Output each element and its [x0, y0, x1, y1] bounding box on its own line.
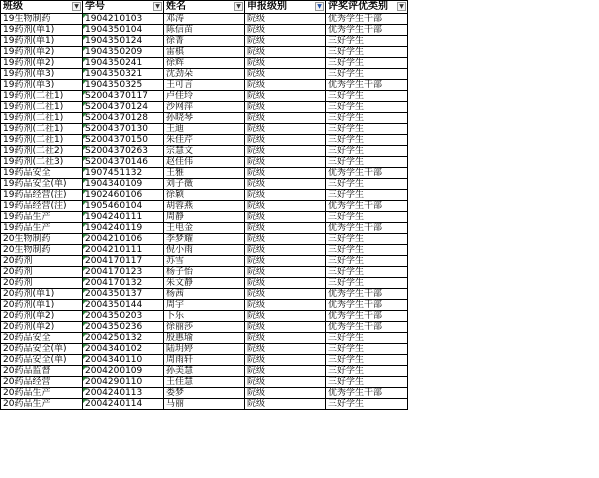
cell-student-id[interactable]: 1907451132	[83, 168, 164, 179]
header-award-category	[326, 1, 408, 14]
cell-award-category[interactable]: 三好学生	[326, 157, 408, 168]
cell-student-id[interactable]: 2004210111	[83, 245, 164, 256]
table-row	[1, 289, 408, 300]
cell-class[interactable]: 19药品安全	[1, 168, 83, 179]
cell-name[interactable]: 孙美慧	[164, 366, 245, 377]
table-row	[1, 146, 408, 157]
cell-name[interactable]: 马丽	[164, 399, 245, 410]
cell-class[interactable]: 19药剂(单2)	[1, 47, 83, 58]
cell-award-category[interactable]: 优秀学生干部	[326, 168, 408, 179]
table-row	[1, 168, 408, 179]
cell-class[interactable]: 19药剂(二社3)	[1, 157, 83, 168]
cell-name[interactable]: 徐丽莎	[164, 322, 245, 333]
cell-student-id[interactable]: S2004370128	[83, 113, 164, 124]
header-label: 班级	[3, 1, 23, 12]
cell-level[interactable]: 院级	[245, 124, 326, 135]
header-student-id	[83, 1, 164, 14]
table-row	[1, 157, 408, 168]
cell-class[interactable]: 19药剂(单1)	[1, 25, 83, 36]
table-row	[1, 333, 408, 344]
table-row	[1, 388, 408, 399]
cell-award-category[interactable]: 优秀学生干部	[326, 25, 408, 36]
cell-name[interactable]: 殷惠瑜	[164, 333, 245, 344]
cell-level[interactable]: 院级	[245, 311, 326, 322]
dropdown-arrow-icon[interactable]: ▼	[153, 2, 162, 11]
cell-level[interactable]: 院级	[245, 234, 326, 245]
cell-award-category[interactable]: 三好学生	[326, 91, 408, 102]
cell-student-id[interactable]: 2004170132	[83, 278, 164, 289]
cell-class[interactable]: 19药剂(二社1)	[1, 124, 83, 135]
cell-award-category[interactable]: 优秀学生干部	[326, 80, 408, 91]
cell-level[interactable]: 院级	[245, 157, 326, 168]
cell-level[interactable]: 院级	[245, 366, 326, 377]
cell-student-id[interactable]: 2004250132	[83, 333, 164, 344]
cell-student-id[interactable]: 2004170117	[83, 256, 164, 267]
cell-name[interactable]: 宗慧文	[164, 146, 245, 157]
cell-award-category[interactable]: 三好学生	[326, 113, 408, 124]
cell-award-category[interactable]: 优秀学生干部	[326, 388, 408, 399]
table-row	[1, 124, 408, 135]
table-row	[1, 212, 408, 223]
cell-level[interactable]: 院级	[245, 212, 326, 223]
table-row	[1, 14, 408, 25]
table-row	[1, 278, 408, 289]
cell-class[interactable]: 20药剂	[1, 256, 83, 267]
cell-level[interactable]: 院级	[245, 179, 326, 190]
table-body	[1, 14, 408, 410]
cell-student-id[interactable]: 1904350104	[83, 25, 164, 36]
cell-student-id[interactable]: S2004370146	[83, 157, 164, 168]
cell-award-category[interactable]: 三好学生	[326, 146, 408, 157]
cell-level[interactable]: 院级	[245, 300, 326, 311]
cell-class[interactable]: 19药剂(单2)	[1, 58, 83, 69]
header-row	[1, 1, 408, 14]
cell-student-id[interactable]: 1904350241	[83, 58, 164, 69]
cell-student-id[interactable]: 2004340102	[83, 344, 164, 355]
table-row	[1, 245, 408, 256]
cell-name[interactable]: 王雅	[164, 168, 245, 179]
cell-level[interactable]: 院级	[245, 135, 326, 146]
cell-award-category[interactable]: 三好学生	[326, 212, 408, 223]
table-row	[1, 223, 408, 234]
cell-name[interactable]: 朱佳芹	[164, 135, 245, 146]
table-row	[1, 190, 408, 201]
cell-student-id[interactable]: S2004370117	[83, 91, 164, 102]
cell-student-id[interactable]: 2004350144	[83, 300, 164, 311]
cell-class[interactable]: 19药品经营(注)	[1, 201, 83, 212]
cell-name[interactable]: 雷棋	[164, 47, 245, 58]
cell-name[interactable]: 杨子怡	[164, 267, 245, 278]
cell-class[interactable]: 20药剂(单2)	[1, 322, 83, 333]
cell-level[interactable]: 院级	[245, 322, 326, 333]
cell-class[interactable]: 19药剂(二社1)	[1, 135, 83, 146]
cell-student-id[interactable]: S2004370263	[83, 146, 164, 157]
cell-class[interactable]: 19药品生产	[1, 223, 83, 234]
cell-award-category[interactable]: 三好学生	[326, 36, 408, 47]
cell-class[interactable]: 20药品生产	[1, 399, 83, 410]
table-row	[1, 80, 408, 91]
cell-level[interactable]: 院级	[245, 91, 326, 102]
header-label: 学号	[85, 1, 105, 12]
header-class	[1, 1, 83, 14]
cell-student-id[interactable]: 1904350209	[83, 47, 164, 58]
cell-award-category[interactable]: 三好学生	[326, 69, 408, 80]
cell-award-category[interactable]: 优秀学生干部	[326, 300, 408, 311]
cell-award-category[interactable]: 三好学生	[326, 190, 408, 201]
table-row	[1, 69, 408, 80]
cell-student-id[interactable]: 2004240113	[83, 388, 164, 399]
table-row	[1, 234, 408, 245]
cell-class[interactable]: 20药品生产	[1, 388, 83, 399]
cell-name[interactable]: 周宇	[164, 300, 245, 311]
cell-award-category[interactable]: 优秀学生干部	[326, 14, 408, 25]
cell-level[interactable]: 院级	[245, 278, 326, 289]
cell-class[interactable]: 20药剂(单1)	[1, 289, 83, 300]
cell-student-id[interactable]: S2004370124	[83, 102, 164, 113]
cell-student-id[interactable]: 1904350321	[83, 69, 164, 80]
cell-level[interactable]: 院级	[245, 201, 326, 212]
cell-award-category[interactable]: 三好学生	[326, 245, 408, 256]
cell-name[interactable]: 倪小雨	[164, 245, 245, 256]
cell-name[interactable]: 李梦耀	[164, 234, 245, 245]
cell-class[interactable]: 19生物制药	[1, 14, 83, 25]
table-row	[1, 113, 408, 124]
cell-class[interactable]: 19药剂(二社1)	[1, 91, 83, 102]
cell-level[interactable]: 院级	[245, 377, 326, 388]
cell-name[interactable]: 王可言	[164, 80, 245, 91]
cell-award-category[interactable]: 三好学生	[326, 234, 408, 245]
cell-name[interactable]: 沙网萍	[164, 102, 245, 113]
cell-student-id[interactable]: 2004210106	[83, 234, 164, 245]
cell-class[interactable]: 20药剂(单1)	[1, 300, 83, 311]
cell-level[interactable]: 院级	[245, 388, 326, 399]
cell-student-id[interactable]: 1904210103	[83, 14, 164, 25]
dropdown-arrow-icon[interactable]: ▼	[397, 2, 406, 11]
cell-class[interactable]: 20药品监督	[1, 366, 83, 377]
cell-award-category[interactable]: 三好学生	[326, 344, 408, 355]
cell-name[interactable]: 沈劲朵	[164, 69, 245, 80]
cell-class[interactable]: 20药品安全(单)	[1, 355, 83, 366]
table-row	[1, 36, 408, 47]
cell-student-id[interactable]: 2004340110	[83, 355, 164, 366]
cell-name[interactable]: 周静	[164, 212, 245, 223]
cell-class[interactable]: 20药品安全(单)	[1, 344, 83, 355]
cell-name[interactable]: 徐颖	[164, 190, 245, 201]
cell-student-id[interactable]: 1902460106	[83, 190, 164, 201]
cell-award-category[interactable]: 三好学生	[326, 135, 408, 146]
cell-award-category[interactable]: 三好学生	[326, 179, 408, 190]
cell-level[interactable]: 院级	[245, 190, 326, 201]
cell-level[interactable]: 院级	[245, 102, 326, 113]
cell-name[interactable]: 苏雪	[164, 256, 245, 267]
cell-class[interactable]: 20药品安全	[1, 333, 83, 344]
cell-name[interactable]: 王佳慧	[164, 377, 245, 388]
cell-level[interactable]: 院级	[245, 146, 326, 157]
cell-name[interactable]: 邓涛	[164, 14, 245, 25]
cell-award-category[interactable]: 三好学生	[326, 399, 408, 410]
cell-name[interactable]: 徐菁	[164, 36, 245, 47]
cell-level[interactable]: 院级	[245, 36, 326, 47]
cell-level[interactable]: 院级	[245, 69, 326, 80]
cell-award-category[interactable]: 三好学生	[326, 278, 408, 289]
cell-award-category[interactable]: 三好学生	[326, 102, 408, 113]
cell-award-category[interactable]: 三好学生	[326, 377, 408, 388]
cell-student-id[interactable]: 2004350203	[83, 311, 164, 322]
cell-student-id[interactable]: 2004350236	[83, 322, 164, 333]
cell-student-id[interactable]: 2004200109	[83, 366, 164, 377]
header-name	[164, 1, 245, 14]
table-row	[1, 267, 408, 278]
table-row	[1, 201, 408, 212]
cell-name[interactable]: 刘子薇	[164, 179, 245, 190]
cell-level[interactable]: 院级	[245, 14, 326, 25]
table-row	[1, 135, 408, 146]
cell-level[interactable]: 院级	[245, 344, 326, 355]
cell-class[interactable]: 19药剂(单3)	[1, 69, 83, 80]
cell-class[interactable]: 19药品经营(注)	[1, 190, 83, 201]
table-row	[1, 256, 408, 267]
cell-award-category[interactable]: 三好学生	[326, 58, 408, 69]
table-row	[1, 179, 408, 190]
table-row	[1, 311, 408, 322]
cell-student-id[interactable]: S2004370150	[83, 135, 164, 146]
table-row	[1, 355, 408, 366]
cell-name[interactable]: 孙晓琴	[164, 113, 245, 124]
cell-award-category[interactable]: 优秀学生干部	[326, 289, 408, 300]
cell-award-category[interactable]: 三好学生	[326, 333, 408, 344]
cell-level[interactable]: 院级	[245, 355, 326, 366]
header-label: 姓名	[166, 1, 186, 12]
table-row	[1, 25, 408, 36]
cell-student-id[interactable]: 1904240119	[83, 223, 164, 234]
cell-level[interactable]: 院级	[245, 168, 326, 179]
cell-award-category[interactable]: 三好学生	[326, 267, 408, 278]
header-label: 评奖评优类别	[328, 1, 388, 12]
cell-level[interactable]: 院级	[245, 267, 326, 278]
header-label: 申报级别	[247, 1, 287, 12]
cell-name[interactable]: 卜乐	[164, 311, 245, 322]
cell-level[interactable]: 院级	[245, 399, 326, 410]
cell-award-category[interactable]: 三好学生	[326, 355, 408, 366]
cell-class[interactable]: 19药品生产	[1, 212, 83, 223]
table-row	[1, 344, 408, 355]
cell-name[interactable]: 娄梦	[164, 388, 245, 399]
cell-name[interactable]: 陆玥婷	[164, 344, 245, 355]
table-row	[1, 300, 408, 311]
cell-name[interactable]: 朱文静	[164, 278, 245, 289]
cell-award-category[interactable]: 优秀学生干部	[326, 311, 408, 322]
dropdown-arrow-icon[interactable]: ▼	[234, 2, 243, 11]
cell-class[interactable]: 19药剂(二社1)	[1, 113, 83, 124]
cell-name[interactable]: 王迪	[164, 124, 245, 135]
cell-award-category[interactable]: 三好学生	[326, 366, 408, 377]
cell-level[interactable]: 院级	[245, 25, 326, 36]
cell-level[interactable]: 院级	[245, 113, 326, 124]
cell-award-category[interactable]: 三好学生	[326, 47, 408, 58]
cell-level[interactable]: 院级	[245, 223, 326, 234]
cell-student-id[interactable]: S2004370130	[83, 124, 164, 135]
cell-class[interactable]: 20生物制药	[1, 245, 83, 256]
cell-award-category[interactable]: 三好学生	[326, 256, 408, 267]
cell-name[interactable]: 胡蓉燕	[164, 201, 245, 212]
cell-class[interactable]: 19药剂(二社2)	[1, 146, 83, 157]
cell-class[interactable]: 19药剂(单3)	[1, 80, 83, 91]
cell-class[interactable]: 20药品经营	[1, 377, 83, 388]
cell-level[interactable]: 院级	[245, 256, 326, 267]
table-row	[1, 58, 408, 69]
table-row	[1, 47, 408, 58]
table-row	[1, 366, 408, 377]
cell-class[interactable]: 19药品安全(单)	[1, 179, 83, 190]
cell-class[interactable]: 19药剂(单1)	[1, 36, 83, 47]
cell-student-id[interactable]: 1904350124	[83, 36, 164, 47]
cell-award-category[interactable]: 优秀学生干部	[326, 201, 408, 212]
cell-student-id[interactable]: 1904350325	[83, 80, 164, 91]
table-row	[1, 102, 408, 113]
cell-student-id[interactable]: 2004170123	[83, 267, 164, 278]
table-row	[1, 322, 408, 333]
cell-class[interactable]: 19药剂(二社1)	[1, 102, 83, 113]
cell-name[interactable]: 赵佳伟	[164, 157, 245, 168]
cell-level[interactable]: 院级	[245, 80, 326, 91]
cell-name[interactable]: 卢佳玲	[164, 91, 245, 102]
cell-class[interactable]: 20生物制药	[1, 234, 83, 245]
cell-name[interactable]: 王电金	[164, 223, 245, 234]
cell-class[interactable]: 20药剂	[1, 278, 83, 289]
cell-award-category[interactable]: 三好学生	[326, 124, 408, 135]
cell-student-id[interactable]: 2004290110	[83, 377, 164, 388]
cell-award-category[interactable]: 优秀学生干部	[326, 223, 408, 234]
cell-award-category[interactable]: 优秀学生干部	[326, 322, 408, 333]
cell-name[interactable]: 杨茜	[164, 289, 245, 300]
cell-level[interactable]: 院级	[245, 289, 326, 300]
cell-level[interactable]: 院级	[245, 245, 326, 256]
cell-student-id[interactable]: 1904240111	[83, 212, 164, 223]
header-level	[245, 1, 326, 14]
cell-student-id[interactable]: 1904340109	[83, 179, 164, 190]
cell-level[interactable]: 院级	[245, 58, 326, 69]
cell-name[interactable]: 徐辉	[164, 58, 245, 69]
cell-level[interactable]: 院级	[245, 47, 326, 58]
dropdown-arrow-icon[interactable]: ▼	[72, 2, 81, 11]
cell-name[interactable]: 周雨轩	[164, 355, 245, 366]
cell-student-id[interactable]: 2004240114	[83, 399, 164, 410]
cell-name[interactable]: 陈信苗	[164, 25, 245, 36]
cell-student-id[interactable]: 2004350137	[83, 289, 164, 300]
filter-active-icon[interactable]: ▼	[315, 2, 324, 11]
cell-student-id[interactable]: 1905460104	[83, 201, 164, 212]
cell-class[interactable]: 20药剂	[1, 267, 83, 278]
cell-level[interactable]: 院级	[245, 333, 326, 344]
cell-class[interactable]: 20药剂(单2)	[1, 311, 83, 322]
table-row	[1, 377, 408, 388]
table-row	[1, 399, 408, 410]
table-row	[1, 91, 408, 102]
